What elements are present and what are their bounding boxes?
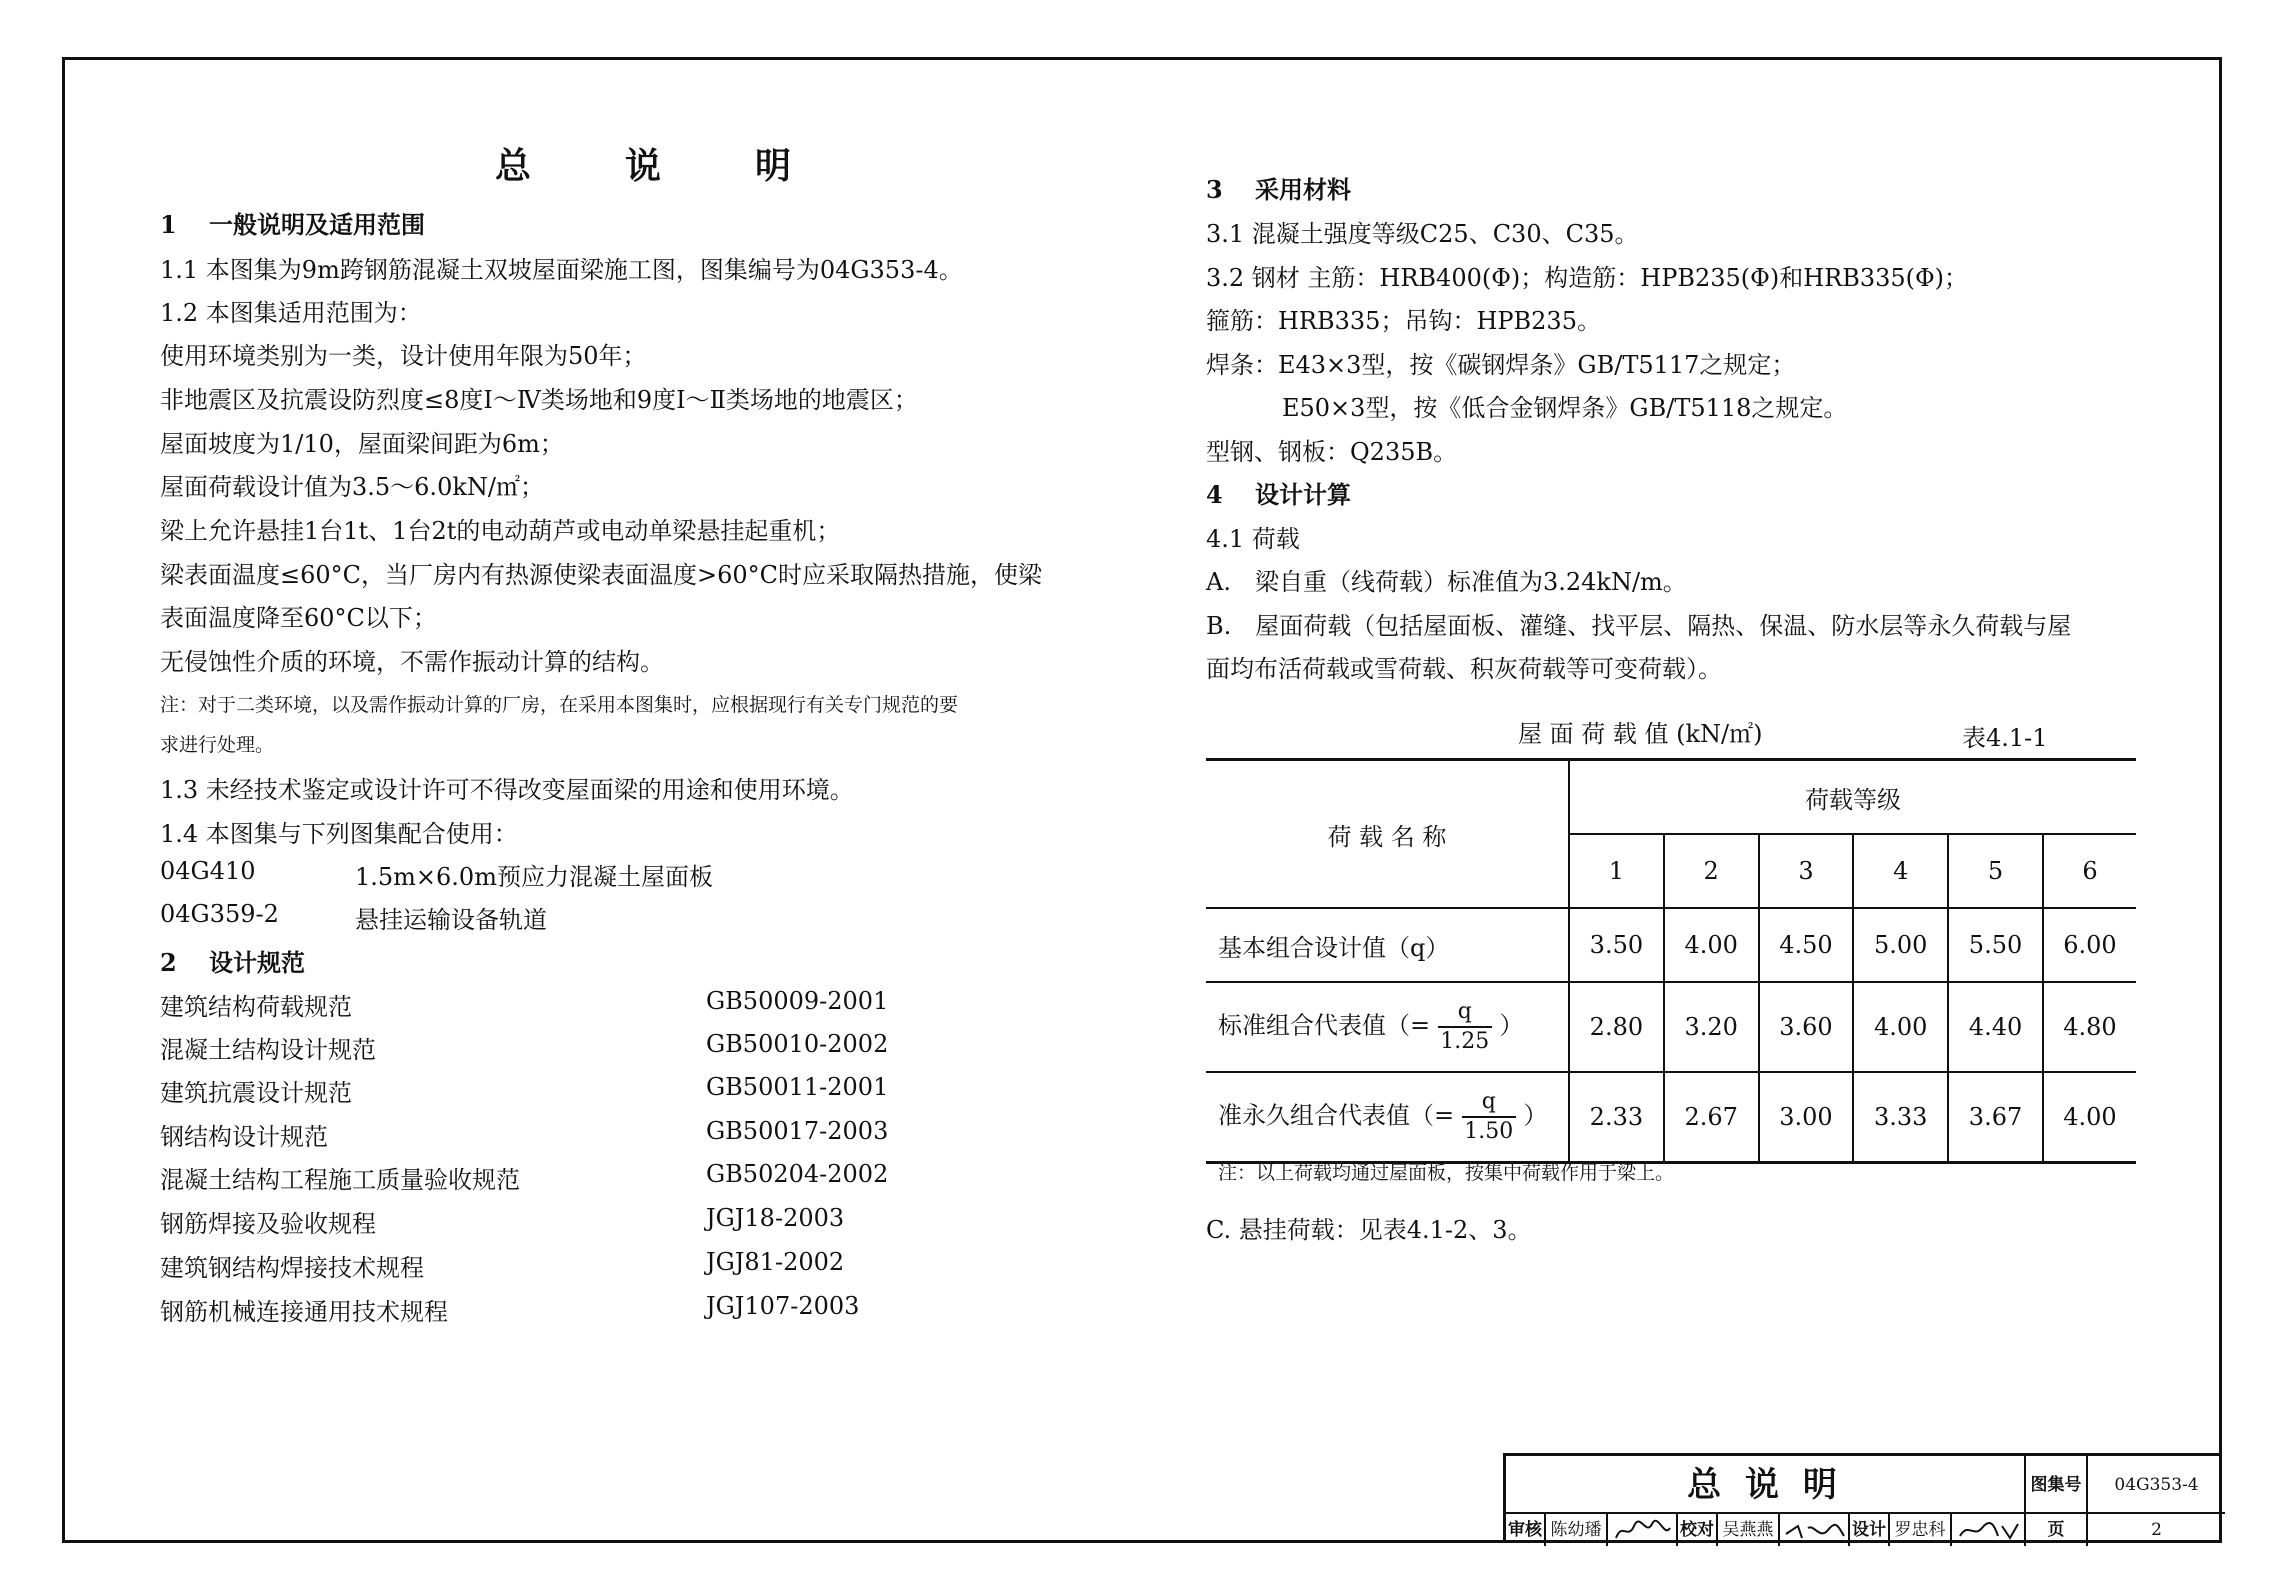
design-label: 设计 — [1850, 1514, 1890, 1546]
section-3-heading: 3 采用材料 — [1206, 175, 1352, 204]
text-line: 焊条：E43×3型，按《碳钢焊条》GB/T5117之规定； — [1206, 351, 1796, 379]
code-number: GB50017-2003 — [706, 1117, 889, 1145]
para-4-1: 4.1 荷载 — [1206, 525, 1300, 553]
title-block-title: 总 说 明 — [1506, 1456, 2026, 1514]
row-label: 准永久组合代表值（= $\frac{q}{1.50}$ ） — [1206, 1072, 1569, 1163]
fraction: $\frac{q}{1.50}$ — [1462, 1088, 1516, 1146]
grade-cell: 2 — [1664, 834, 1759, 908]
text-line: 箍筋：HRB335；吊钩：HPB235。 — [1206, 307, 1601, 335]
check-label: 校对 — [1678, 1514, 1718, 1546]
code-name: 建筑抗震设计规范 — [160, 1079, 352, 1107]
section-4-heading: 4 设计计算 — [1206, 480, 1352, 509]
value-cell: 3.20 — [1664, 982, 1759, 1072]
table-title: 屋 面 荷 载 值 (kN/㎡) — [1518, 720, 1763, 748]
atlas-code: 04G359-2 — [160, 900, 279, 928]
atlas-code: 04G410 — [160, 857, 256, 885]
row-label: 基本组合设计值（q） — [1206, 908, 1569, 982]
row-label: 标准组合代表值（= $\frac{q}{1.25}$ ） — [1206, 982, 1569, 1072]
text-line: 非地震区及抗震设防烈度≤8度Ⅰ～Ⅳ类场地和9度Ⅰ～Ⅱ类场地的地震区； — [160, 386, 918, 414]
table-row — [1206, 908, 2136, 982]
para-1-1: 1.1 本图集为9m跨钢筋混凝土双坡屋面梁施工图，图集编号为04G353-4。 — [160, 256, 963, 284]
grade-cell: 5 — [1948, 834, 2043, 908]
table-row — [1206, 982, 2136, 1072]
section-2-heading: 2 设计规范 — [160, 948, 306, 977]
roof-load-table — [1206, 758, 2136, 1164]
para-c: C. 悬挂荷载：见表4.1-2、3。 — [1206, 1216, 1532, 1244]
designer-signature — [1952, 1514, 2026, 1546]
code-number: GB50204-2002 — [706, 1160, 889, 1188]
code-number: GB50010-2002 — [706, 1030, 889, 1058]
value-cell: 3.33 — [1853, 1072, 1948, 1163]
table-note: 注：以上荷载均通过屋面板，按集中荷载作用于梁上。 — [1218, 1162, 1675, 1184]
code-name: 钢筋机械连接通用技术规程 — [160, 1298, 448, 1326]
text-line: 屋面荷载设计值为3.5～6.0kN/㎡； — [160, 473, 544, 501]
review-label: 审核 — [1506, 1514, 1546, 1546]
value-cell: 4.50 — [1759, 908, 1854, 982]
table-number: 表4.1-1 — [1962, 724, 2048, 752]
note-line: 求进行处理。 — [160, 734, 275, 756]
code-name: 建筑钢结构焊接技术规程 — [160, 1254, 424, 1282]
code-number: JGJ107-2003 — [706, 1292, 860, 1320]
code-name: 钢结构设计规范 — [160, 1123, 328, 1151]
value-cell: 2.80 — [1569, 982, 1664, 1072]
text-line: 型钢、钢板：Q235B。 — [1206, 438, 1458, 466]
value-cell: 2.33 — [1569, 1072, 1664, 1163]
text-line: 使用环境类别为一类，设计使用年限为50年； — [160, 342, 647, 370]
value-cell: 4.00 — [1664, 908, 1759, 982]
text-line: B. 屋面荷载（包括屋面板、灌缝、找平层、隔热、保温、防水层等永久荷载与屋 — [1206, 612, 2072, 640]
para-1-2: 1.2 本图集适用范围为： — [160, 299, 422, 327]
text-line: 屋面坡度为1/10，屋面梁间距为6m； — [160, 430, 564, 458]
para-3-1: 3.1 混凝土强度等级C25、C30、C35。 — [1206, 220, 1639, 248]
code-name: 混凝土结构工程施工质量验收规范 — [160, 1166, 520, 1194]
value-cell: 5.00 — [1853, 908, 1948, 982]
value-cell: 6.00 — [2043, 908, 2136, 982]
value-cell: 4.00 — [2043, 1072, 2136, 1163]
code-name: 钢筋焊接及验收规程 — [160, 1210, 376, 1238]
atlas-name: 1.5m×6.0m预应力混凝土屋面板 — [355, 863, 713, 891]
para-3-2: 3.2 钢材 主筋：HRB400(Φ)；构造筋：HPB235(Φ)和HRB335(Φ)； — [1206, 264, 1969, 292]
para-1-3: 1.3 未经技术鉴定或设计许可不得改变屋面梁的用途和使用环境。 — [160, 776, 854, 804]
code-name: 混凝土结构设计规范 — [160, 1036, 376, 1064]
value-cell: 4.80 — [2043, 982, 2136, 1072]
fraction: $\frac{q}{1.25}$ — [1438, 998, 1492, 1056]
text-line: 梁表面温度≤60°C，当厂房内有热源使梁表面温度>60°C时应采取隔热措施，使梁 — [160, 561, 1043, 589]
value-cell: 4.00 — [1853, 982, 1948, 1072]
designer-name: 罗忠科 — [1890, 1514, 1952, 1546]
value-cell: 3.00 — [1759, 1072, 1854, 1163]
text-line: 面均布活荷载或雪荷载、积灰荷载等可变荷载）。 — [1206, 655, 1722, 683]
text-line: 无侵蚀性介质的环境，不需作振动计算的结构。 — [160, 648, 664, 676]
grade-cell: 6 — [2043, 834, 2136, 908]
atlas-label: 图集号 — [2026, 1456, 2088, 1514]
atlas-number: 04G353-4 — [2088, 1456, 2225, 1514]
text-line: A. 梁自重（线荷载）标准值为3.24kN/m。 — [1206, 568, 1687, 596]
title-block — [1503, 1453, 2222, 1543]
page-label: 页 — [2026, 1514, 2088, 1546]
grade-cell: 3 — [1759, 834, 1854, 908]
atlas-name: 悬挂运输设备轨道 — [355, 906, 547, 934]
checker-signature — [1780, 1514, 1850, 1546]
code-number: GB50011-2001 — [706, 1073, 889, 1101]
checker-name: 吴燕燕 — [1718, 1514, 1780, 1546]
para-1-4: 1.4 本图集与下列图集配合使用： — [160, 820, 518, 848]
table-row — [1206, 1072, 2136, 1163]
header-load-name: 荷 载 名 称 — [1206, 760, 1569, 909]
reviewer-signature — [1608, 1514, 1678, 1546]
value-cell: 2.67 — [1664, 1072, 1759, 1163]
code-number: JGJ18-2003 — [706, 1204, 845, 1232]
value-cell: 3.60 — [1759, 982, 1854, 1072]
text-line: 梁上允许悬挂1台1t、1台2t的电动葫芦或电动单梁悬挂起重机； — [160, 517, 841, 545]
value-cell: 4.40 — [1948, 982, 2043, 1072]
header-load-grade: 荷载等级 — [1569, 760, 2136, 835]
code-number: JGJ81-2002 — [706, 1248, 845, 1276]
reviewer-name: 陈幼璠 — [1546, 1514, 1608, 1546]
value-cell: 5.50 — [1948, 908, 2043, 982]
grade-cell: 1 — [1569, 834, 1664, 908]
code-number: GB50009-2001 — [706, 987, 889, 1015]
text-line: E50×3型，按《低合金钢焊条》GB/T5118之规定。 — [1282, 394, 1848, 422]
code-name: 建筑结构荷载规范 — [160, 993, 352, 1021]
page-number: 2 — [2151, 1520, 2162, 1540]
section-1-heading: 1 一般说明及适用范围 — [160, 210, 426, 239]
text-line: 表面温度降至60°C以下； — [160, 604, 437, 632]
grade-cell: 4 — [1853, 834, 1948, 908]
note-line: 注：对于二类环境，以及需作振动计算的厂房，在采用本图集时，应根据现行有关专门规范的要 — [160, 694, 959, 716]
value-cell: 3.67 — [1948, 1072, 2043, 1163]
value-cell: 3.50 — [1569, 908, 1664, 982]
page-title: 总 说 明 — [495, 145, 796, 187]
